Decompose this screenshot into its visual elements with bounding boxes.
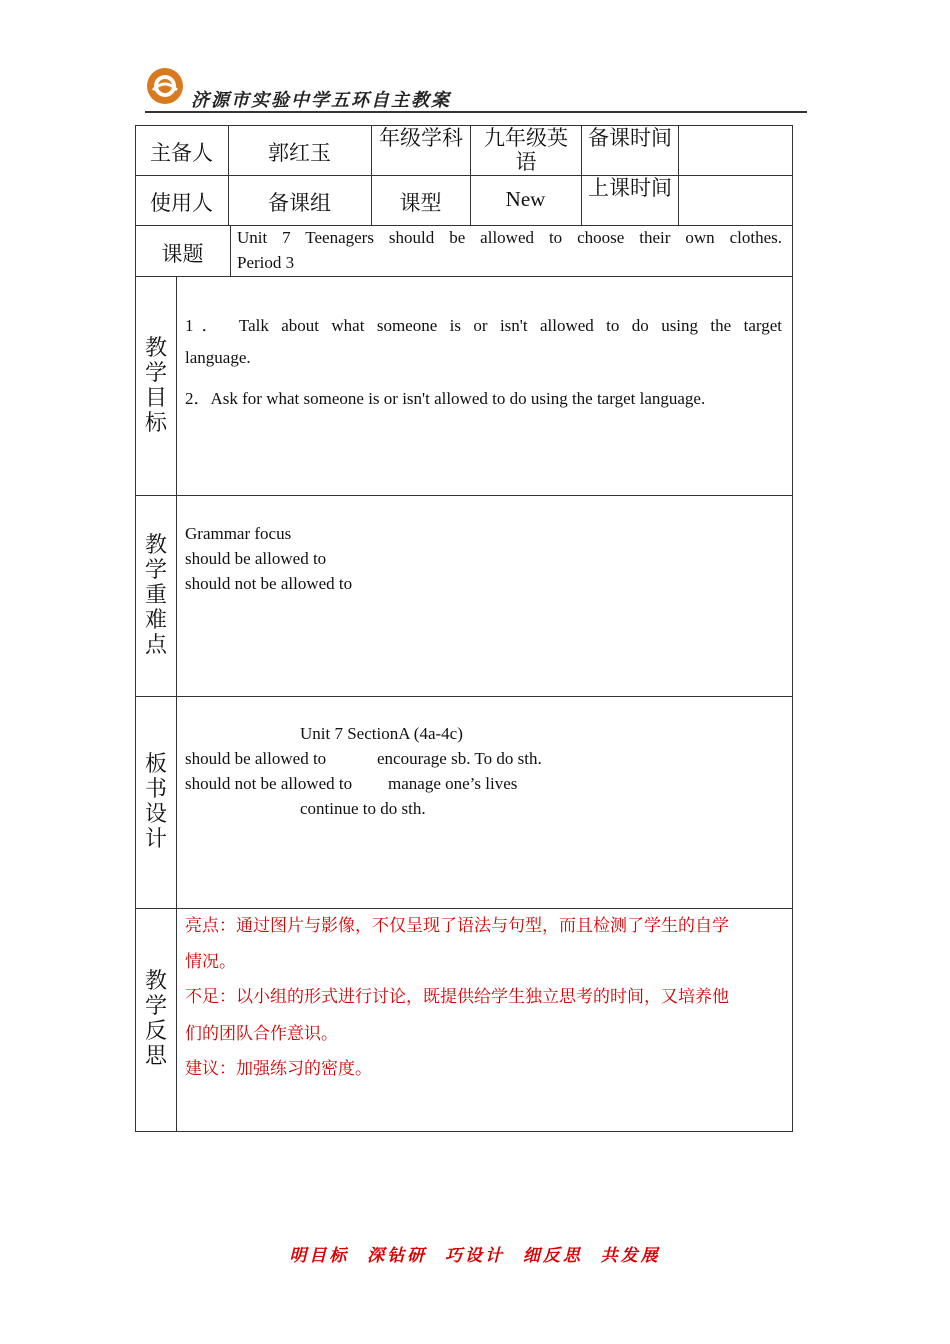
row-divider [135, 276, 793, 277]
row-divider [135, 908, 793, 909]
label-lead-teacher: 主备人 [150, 141, 213, 165]
board-left-2: should not be allowed to [185, 774, 353, 793]
value-lesson-type: New [505, 187, 546, 211]
board-title: Unit 7 SectionA (4a-4c) [300, 724, 463, 743]
row-divider [135, 225, 793, 226]
school-logo-icon [145, 66, 185, 106]
label-topic: 课题 [161, 242, 204, 266]
reflection-line-2: 情况。 [185, 952, 236, 972]
label-board-design: 板书设计 [144, 752, 167, 852]
topic-line-1: Unit 7 Teenagers should be allowed to choose their own clothes. [237, 228, 782, 247]
key-point-line-2: should be allowed to [185, 549, 327, 568]
board-left-1: should be allowed to [185, 749, 327, 768]
value-user: 备课组 [268, 191, 331, 215]
value-grade-subject: 九年级英语 [484, 126, 568, 174]
col-divider [230, 225, 231, 277]
label-lesson-type: 课型 [399, 191, 442, 215]
key-point-line-3: should not be allowed to [185, 574, 353, 593]
label-reflection: 教学反思 [144, 969, 167, 1069]
page-header [145, 66, 807, 114]
board-right-1: encourage sb. To do sth. [377, 749, 542, 768]
label-col-divider [176, 276, 177, 1132]
reflection-line-3: 不足：以小组的形式进行讨论，既提供给学生独立思考的时间，又培养他 [185, 987, 729, 1007]
label-grade-subject: 年级学科 [379, 126, 463, 150]
label-user: 使用人 [150, 191, 213, 215]
label-key-points: 教学重难点 [144, 533, 167, 658]
footer-motto: 明目标 深钻研 巧设计 细反思 共发展 [289, 1246, 661, 1266]
reflection-line-4: 们的团队合作意识。 [185, 1024, 338, 1044]
row-divider [135, 696, 793, 697]
value-lead-teacher: 郭红玉 [268, 141, 331, 165]
label-prep-time: 备课时间 [588, 126, 672, 150]
col-divider [678, 125, 679, 226]
label-objectives: 教学目标 [144, 336, 167, 436]
board-right-3: continue to do sth. [300, 799, 426, 818]
row-divider [135, 495, 793, 496]
col-divider [581, 125, 582, 226]
topic-line-2: Period 3 [237, 253, 295, 272]
objective-1-line-1: 1． Talk about what someone is or isn't allowed to do using the target [185, 316, 782, 335]
objective-2: 2．Ask for what someone is or isn't allowed to do using the target language. [185, 389, 706, 408]
label-class-time: 上课时间 [588, 176, 672, 200]
reflection-line-1: 亮点：通过图片与影像，不仅呈现了语法与句型，而且检测了学生的自学 [185, 916, 729, 936]
board-right-2: manage one’s lives [388, 774, 518, 793]
objective-1-line-2: language. [185, 348, 251, 367]
school-name: 济源市实验中学五环自主教案 [191, 90, 451, 111]
reflection-line-5: 建议：加强练习的密度。 [185, 1059, 372, 1079]
header-rule [145, 111, 807, 113]
row-divider [135, 175, 793, 176]
key-point-line-1: Grammar focus [185, 524, 292, 543]
